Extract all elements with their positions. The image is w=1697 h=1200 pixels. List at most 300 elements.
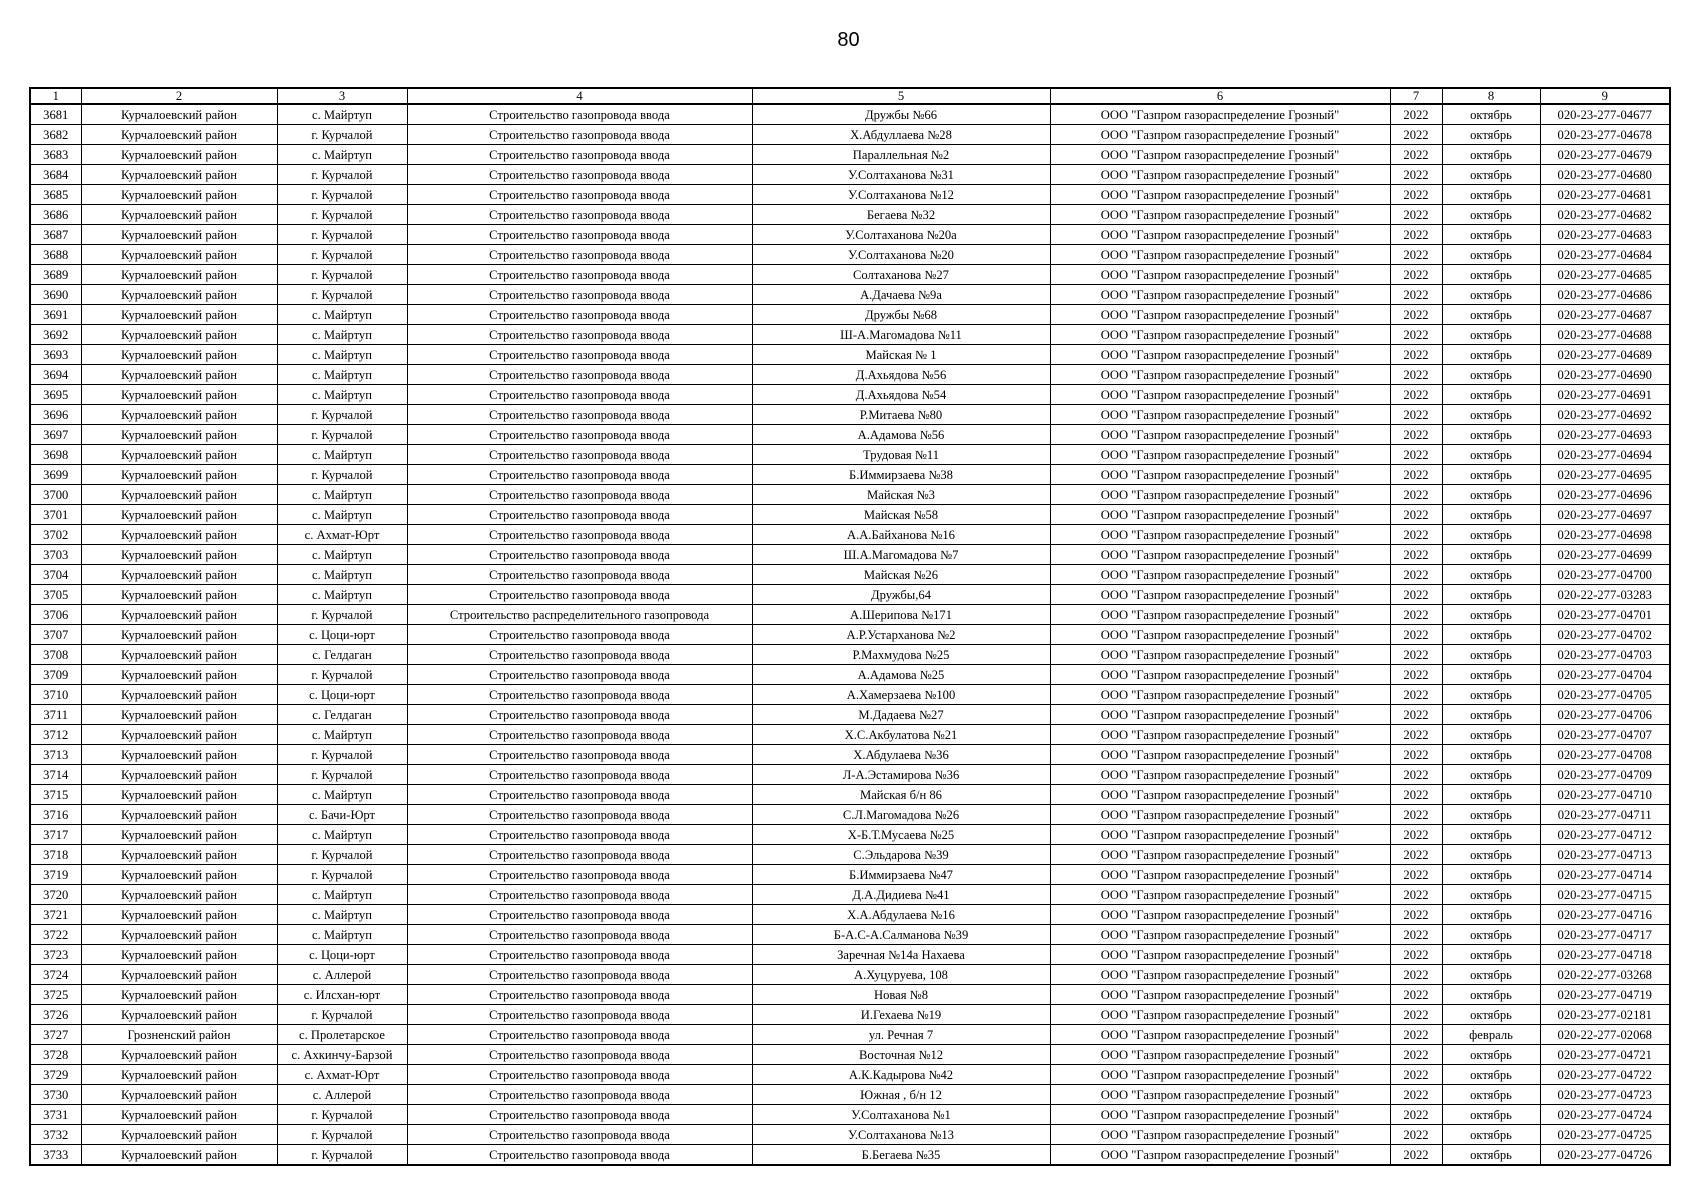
organization-cell: ООО "Газпром газораспределение Грозный"	[1050, 385, 1390, 405]
registry-number-cell: 020-23-277-04677	[1540, 104, 1670, 125]
year-cell: 2022	[1390, 285, 1442, 305]
address-cell: Б.Иммирзаева №47	[752, 865, 1050, 885]
page-number: 80	[837, 29, 860, 51]
address-cell: Параллельная №2	[752, 145, 1050, 165]
district-cell: Курчалоевский район	[81, 485, 277, 505]
address-cell: Майская №58	[752, 505, 1050, 525]
work-type-cell: Строительство газопровода ввода	[407, 1085, 752, 1105]
year-cell: 2022	[1390, 465, 1442, 485]
work-type-cell: Строительство газопровода ввода	[407, 425, 752, 445]
month-cell: октябрь	[1442, 104, 1540, 125]
column-header-4: 4	[407, 88, 752, 104]
district-cell: Курчалоевский район	[81, 265, 277, 285]
work-type-cell: Строительство газопровода ввода	[407, 685, 752, 705]
work-type-cell: Строительство газопровода ввода	[407, 725, 752, 745]
row-number-cell: 3730	[30, 1085, 81, 1105]
registry-number-cell: 020-23-277-04724	[1540, 1105, 1670, 1125]
address-cell: Р.Махмудова №25	[752, 645, 1050, 665]
year-cell: 2022	[1390, 645, 1442, 665]
organization-cell: ООО "Газпром газораспределение Грозный"	[1050, 325, 1390, 345]
year-cell: 2022	[1390, 1005, 1442, 1025]
district-cell: Курчалоевский район	[81, 645, 277, 665]
month-cell: октябрь	[1442, 1105, 1540, 1125]
work-type-cell: Строительство газопровода ввода	[407, 525, 752, 545]
organization-cell: ООО "Газпром газораспределение Грозный"	[1050, 845, 1390, 865]
organization-cell: ООО "Газпром газораспределение Грозный"	[1050, 945, 1390, 965]
address-cell: Д.А.Дидиева №41	[752, 885, 1050, 905]
table-row	[30, 1145, 1670, 1166]
work-type-cell: Строительство газопровода ввода	[407, 665, 752, 685]
row-number-cell: 3717	[30, 825, 81, 845]
header-row	[30, 88, 1670, 104]
organization-cell: ООО "Газпром газораспределение Грозный"	[1050, 285, 1390, 305]
settlement-cell: с. Майртуп	[277, 825, 407, 845]
registry-number-cell: 020-23-277-04718	[1540, 945, 1670, 965]
row-number-cell: 3684	[30, 165, 81, 185]
organization-cell: ООО "Газпром газораспределение Грозный"	[1050, 1125, 1390, 1145]
row-number-cell: 3720	[30, 885, 81, 905]
registry-number-cell: 020-23-277-04719	[1540, 985, 1670, 1005]
table-row	[30, 365, 1670, 385]
row-number-cell: 3694	[30, 365, 81, 385]
work-type-cell: Строительство газопровода ввода	[407, 1025, 752, 1045]
month-cell: октябрь	[1442, 765, 1540, 785]
organization-cell: ООО "Газпром газораспределение Грозный"	[1050, 165, 1390, 185]
row-number-cell: 3711	[30, 705, 81, 725]
row-number-cell: 3709	[30, 665, 81, 685]
work-type-cell: Строительство газопровода ввода	[407, 565, 752, 585]
organization-cell: ООО "Газпром газораспределение Грозный"	[1050, 445, 1390, 465]
settlement-cell: с. Майртуп	[277, 565, 407, 585]
address-cell: Х.С.Акбулатова №21	[752, 725, 1050, 745]
organization-cell: ООО "Газпром газораспределение Грозный"	[1050, 565, 1390, 585]
registry-number-cell: 020-23-277-04708	[1540, 745, 1670, 765]
month-cell: октябрь	[1442, 825, 1540, 845]
registry-number-cell: 020-23-277-04704	[1540, 665, 1670, 685]
month-cell: октябрь	[1442, 985, 1540, 1005]
district-cell: Курчалоевский район	[81, 205, 277, 225]
month-cell: октябрь	[1442, 165, 1540, 185]
month-cell: октябрь	[1442, 305, 1540, 325]
district-cell: Курчалоевский район	[81, 925, 277, 945]
address-cell: Солтаханова №27	[752, 265, 1050, 285]
month-cell: октябрь	[1442, 665, 1540, 685]
district-cell: Курчалоевский район	[81, 385, 277, 405]
year-cell: 2022	[1390, 605, 1442, 625]
organization-cell: ООО "Газпром газораспределение Грозный"	[1050, 625, 1390, 645]
settlement-cell: с. Майртуп	[277, 305, 407, 325]
settlement-cell: г. Курчалой	[277, 745, 407, 765]
row-number-cell: 3698	[30, 445, 81, 465]
work-type-cell: Строительство газопровода ввода	[407, 745, 752, 765]
district-cell: Курчалоевский район	[81, 1145, 277, 1166]
district-cell: Курчалоевский район	[81, 285, 277, 305]
organization-cell: ООО "Газпром газораспределение Грозный"	[1050, 905, 1390, 925]
work-type-cell: Строительство газопровода ввода	[407, 965, 752, 985]
district-cell: Курчалоевский район	[81, 1085, 277, 1105]
settlement-cell: г. Курчалой	[277, 865, 407, 885]
organization-cell: ООО "Газпром газораспределение Грозный"	[1050, 865, 1390, 885]
month-cell: октябрь	[1442, 645, 1540, 665]
organization-cell: ООО "Газпром газораспределение Грозный"	[1050, 185, 1390, 205]
month-cell: октябрь	[1442, 465, 1540, 485]
address-cell: С.Эльдарова №39	[752, 845, 1050, 865]
table-row	[30, 925, 1670, 945]
table-row	[30, 885, 1670, 905]
organization-cell: ООО "Газпром газораспределение Грозный"	[1050, 265, 1390, 285]
table-row	[30, 1105, 1670, 1125]
address-cell: Восточная №12	[752, 1045, 1050, 1065]
year-cell: 2022	[1390, 165, 1442, 185]
settlement-cell: с. Аллерой	[277, 1085, 407, 1105]
organization-cell: ООО "Газпром газораспределение Грозный"	[1050, 145, 1390, 165]
settlement-cell: с. Майртуп	[277, 905, 407, 925]
row-number-cell: 3689	[30, 265, 81, 285]
settlement-cell: г. Курчалой	[277, 845, 407, 865]
address-cell: А.А.Байханова №16	[752, 525, 1050, 545]
work-type-cell: Строительство газопровода ввода	[407, 1145, 752, 1166]
row-number-cell: 3721	[30, 905, 81, 925]
registry-number-cell: 020-23-277-04711	[1540, 805, 1670, 825]
row-number-cell: 3691	[30, 305, 81, 325]
row-number-cell: 3693	[30, 345, 81, 365]
year-cell: 2022	[1390, 705, 1442, 725]
year-cell: 2022	[1390, 225, 1442, 245]
district-cell: Курчалоевский район	[81, 665, 277, 685]
district-cell: Курчалоевский район	[81, 825, 277, 845]
table-row	[30, 945, 1670, 965]
year-cell: 2022	[1390, 945, 1442, 965]
registry-number-cell: 020-23-277-04696	[1540, 485, 1670, 505]
work-type-cell: Строительство газопровода ввода	[407, 345, 752, 365]
district-cell: Курчалоевский район	[81, 905, 277, 925]
settlement-cell: г. Курчалой	[277, 405, 407, 425]
row-number-cell: 3705	[30, 585, 81, 605]
row-number-cell: 3731	[30, 1105, 81, 1125]
organization-cell: ООО "Газпром газораспределение Грозный"	[1050, 745, 1390, 765]
district-cell: Курчалоевский район	[81, 445, 277, 465]
table-row	[30, 745, 1670, 765]
settlement-cell: с. Майртуп	[277, 925, 407, 945]
district-cell: Курчалоевский район	[81, 725, 277, 745]
registry-number-cell: 020-23-277-04721	[1540, 1045, 1670, 1065]
address-cell: И.Гехаева №19	[752, 1005, 1050, 1025]
registry-number-cell: 020-23-277-04683	[1540, 225, 1670, 245]
address-cell: Х.Абдулаева №36	[752, 745, 1050, 765]
table-row	[30, 845, 1670, 865]
work-type-cell: Строительство газопровода ввода	[407, 645, 752, 665]
organization-cell: ООО "Газпром газораспределение Грозный"	[1050, 104, 1390, 125]
month-cell: октябрь	[1442, 1085, 1540, 1105]
registry-number-cell: 020-23-277-04723	[1540, 1085, 1670, 1105]
year-cell: 2022	[1390, 205, 1442, 225]
address-cell: Майская №3	[752, 485, 1050, 505]
district-cell: Курчалоевский район	[81, 965, 277, 985]
year-cell: 2022	[1390, 625, 1442, 645]
registry-number-cell: 020-23-277-04685	[1540, 265, 1670, 285]
settlement-cell: с. Илсхан-юрт	[277, 985, 407, 1005]
work-type-cell: Строительство газопровода ввода	[407, 265, 752, 285]
row-number-cell: 3701	[30, 505, 81, 525]
registry-number-cell: 020-23-277-04699	[1540, 545, 1670, 565]
settlement-cell: с. Цоци-юрт	[277, 945, 407, 965]
address-cell: Майская б/н 86	[752, 785, 1050, 805]
settlement-cell: г. Курчалой	[277, 1005, 407, 1025]
settlement-cell: с. Гелдаган	[277, 645, 407, 665]
settlement-cell: с. Ахмат-Юрт	[277, 1065, 407, 1085]
registry-number-cell: 020-23-277-04713	[1540, 845, 1670, 865]
district-cell: Курчалоевский район	[81, 425, 277, 445]
month-cell: октябрь	[1442, 505, 1540, 525]
registry-number-cell: 020-23-277-04700	[1540, 565, 1670, 585]
registry-number-cell: 020-23-277-04716	[1540, 905, 1670, 925]
year-cell: 2022	[1390, 145, 1442, 165]
organization-cell: ООО "Газпром газораспределение Грозный"	[1050, 1105, 1390, 1125]
registry-number-cell: 020-23-277-04692	[1540, 405, 1670, 425]
registry-number-cell: 020-23-277-04687	[1540, 305, 1670, 325]
work-type-cell: Строительство газопровода ввода	[407, 925, 752, 945]
row-number-cell: 3685	[30, 185, 81, 205]
district-cell: Курчалоевский район	[81, 305, 277, 325]
district-cell: Курчалоевский район	[81, 845, 277, 865]
registry-number-cell: 020-23-277-04698	[1540, 525, 1670, 545]
settlement-cell: г. Курчалой	[277, 665, 407, 685]
organization-cell: ООО "Газпром газораспределение Грозный"	[1050, 665, 1390, 685]
settlement-cell: г. Курчалой	[277, 245, 407, 265]
table-row	[30, 1125, 1670, 1145]
registry-number-cell: 020-23-277-04706	[1540, 705, 1670, 725]
year-cell: 2022	[1390, 885, 1442, 905]
table-row	[30, 185, 1670, 205]
registry-number-cell: 020-23-277-04678	[1540, 125, 1670, 145]
row-number-cell: 3692	[30, 325, 81, 345]
work-type-cell: Строительство газопровода ввода	[407, 905, 752, 925]
organization-cell: ООО "Газпром газораспределение Грозный"	[1050, 805, 1390, 825]
work-type-cell: Строительство газопровода ввода	[407, 1125, 752, 1145]
registry-number-cell: 020-23-277-04682	[1540, 205, 1670, 225]
work-type-cell: Строительство газопровода ввода	[407, 705, 752, 725]
month-cell: октябрь	[1442, 565, 1540, 585]
organization-cell: ООО "Газпром газораспределение Грозный"	[1050, 585, 1390, 605]
row-number-cell: 3682	[30, 125, 81, 145]
address-cell: Р.Митаева №80	[752, 405, 1050, 425]
year-cell: 2022	[1390, 305, 1442, 325]
settlement-cell: г. Курчалой	[277, 225, 407, 245]
table-row	[30, 245, 1670, 265]
registry-number-cell: 020-23-277-04693	[1540, 425, 1670, 445]
settlement-cell: с. Майртуп	[277, 545, 407, 565]
year-cell: 2022	[1390, 585, 1442, 605]
month-cell: октябрь	[1442, 885, 1540, 905]
district-cell: Курчалоевский район	[81, 1045, 277, 1065]
settlement-cell: г. Курчалой	[277, 165, 407, 185]
year-cell: 2022	[1390, 665, 1442, 685]
table-row	[30, 225, 1670, 245]
month-cell: октябрь	[1442, 925, 1540, 945]
address-cell: Б.Иммирзаева №38	[752, 465, 1050, 485]
registry-number-cell: 020-23-277-04688	[1540, 325, 1670, 345]
settlement-cell: с. Майртуп	[277, 485, 407, 505]
month-cell: октябрь	[1442, 445, 1540, 465]
row-number-cell: 3695	[30, 385, 81, 405]
district-cell: Курчалоевский район	[81, 405, 277, 425]
month-cell: октябрь	[1442, 285, 1540, 305]
settlement-cell: г. Курчалой	[277, 1105, 407, 1125]
year-cell: 2022	[1390, 345, 1442, 365]
table-row	[30, 1045, 1670, 1065]
row-number-cell: 3697	[30, 425, 81, 445]
year-cell: 2022	[1390, 505, 1442, 525]
address-cell: Х-Б.Т.Мусаева №25	[752, 825, 1050, 845]
address-cell: Майская №26	[752, 565, 1050, 585]
work-type-cell: Строительство газопровода ввода	[407, 125, 752, 145]
organization-cell: ООО "Газпром газораспределение Грозный"	[1050, 405, 1390, 425]
registry-number-cell: 020-23-277-04697	[1540, 505, 1670, 525]
year-cell: 2022	[1390, 1065, 1442, 1085]
year-cell: 2022	[1390, 905, 1442, 925]
month-cell: октябрь	[1442, 625, 1540, 645]
table-row	[30, 125, 1670, 145]
settlement-cell: г. Курчалой	[277, 285, 407, 305]
work-type-cell: Строительство газопровода ввода	[407, 805, 752, 825]
address-cell: ул. Речная 7	[752, 1025, 1050, 1045]
year-cell: 2022	[1390, 125, 1442, 145]
year-cell: 2022	[1390, 805, 1442, 825]
work-type-cell: Строительство газопровода ввода	[407, 225, 752, 245]
organization-cell: ООО "Газпром газораспределение Грозный"	[1050, 645, 1390, 665]
year-cell: 2022	[1390, 525, 1442, 545]
month-cell: октябрь	[1442, 905, 1540, 925]
year-cell: 2022	[1390, 245, 1442, 265]
settlement-cell: с. Пролетарское	[277, 1025, 407, 1045]
month-cell: октябрь	[1442, 265, 1540, 285]
settlement-cell: г. Курчалой	[277, 605, 407, 625]
district-cell: Курчалоевский район	[81, 745, 277, 765]
table-row	[30, 545, 1670, 565]
district-cell: Курчалоевский район	[81, 685, 277, 705]
month-cell: октябрь	[1442, 185, 1540, 205]
year-cell: 2022	[1390, 104, 1442, 125]
column-header-9: 9	[1540, 88, 1670, 104]
month-cell: октябрь	[1442, 805, 1540, 825]
district-cell: Курчалоевский район	[81, 225, 277, 245]
year-cell: 2022	[1390, 325, 1442, 345]
address-cell: Б-А.С-А.Салманова №39	[752, 925, 1050, 945]
month-cell: октябрь	[1442, 605, 1540, 625]
registry-number-cell: 020-23-277-04714	[1540, 865, 1670, 885]
table-row	[30, 425, 1670, 445]
year-cell: 2022	[1390, 1045, 1442, 1065]
registry-number-cell: 020-23-277-04686	[1540, 285, 1670, 305]
month-cell: октябрь	[1442, 1125, 1540, 1145]
row-number-cell: 3687	[30, 225, 81, 245]
registry-number-cell: 020-23-277-04712	[1540, 825, 1670, 845]
row-number-cell: 3708	[30, 645, 81, 665]
year-cell: 2022	[1390, 745, 1442, 765]
organization-cell: ООО "Газпром газораспределение Грозный"	[1050, 465, 1390, 485]
address-cell: М.Дадаева №27	[752, 705, 1050, 725]
settlement-cell: с. Бачи-Юрт	[277, 805, 407, 825]
organization-cell: ООО "Газпром газораспределение Грозный"	[1050, 545, 1390, 565]
column-header-3: 3	[277, 88, 407, 104]
row-number-cell: 3729	[30, 1065, 81, 1085]
address-cell: А.Дачаева №9а	[752, 285, 1050, 305]
work-type-cell: Строительство газопровода ввода	[407, 205, 752, 225]
address-cell: Дружбы,64	[752, 585, 1050, 605]
address-cell: Б.Бегаева №35	[752, 1145, 1050, 1166]
column-header-5: 5	[752, 88, 1050, 104]
table-row	[30, 665, 1670, 685]
table-row	[30, 985, 1670, 1005]
table-header	[30, 88, 1670, 104]
address-cell: Дружбы №66	[752, 104, 1050, 125]
address-cell: Дружбы №68	[752, 305, 1050, 325]
registry-number-cell: 020-23-277-04705	[1540, 685, 1670, 705]
row-number-cell: 3707	[30, 625, 81, 645]
registry-number-cell: 020-23-277-04710	[1540, 785, 1670, 805]
address-cell: А.Адамова №25	[752, 665, 1050, 685]
row-number-cell: 3727	[30, 1025, 81, 1045]
month-cell: октябрь	[1442, 965, 1540, 985]
month-cell: октябрь	[1442, 225, 1540, 245]
column-header-8: 8	[1442, 88, 1540, 104]
district-cell: Курчалоевский район	[81, 125, 277, 145]
month-cell: октябрь	[1442, 585, 1540, 605]
district-cell: Курчалоевский район	[81, 865, 277, 885]
year-cell: 2022	[1390, 1145, 1442, 1166]
organization-cell: ООО "Газпром газораспределение Грозный"	[1050, 925, 1390, 945]
district-cell: Курчалоевский район	[81, 185, 277, 205]
work-type-cell: Строительство газопровода ввода	[407, 104, 752, 125]
row-number-cell: 3706	[30, 605, 81, 625]
work-type-cell: Строительство газопровода ввода	[407, 885, 752, 905]
table-row	[30, 865, 1670, 885]
year-cell: 2022	[1390, 725, 1442, 745]
month-cell: октябрь	[1442, 1045, 1540, 1065]
work-type-cell: Строительство газопровода ввода	[407, 465, 752, 485]
work-type-cell: Строительство газопровода ввода	[407, 245, 752, 265]
settlement-cell: г. Курчалой	[277, 125, 407, 145]
work-type-cell: Строительство газопровода ввода	[407, 325, 752, 345]
row-number-cell: 3733	[30, 1145, 81, 1166]
settlement-cell: с. Майртуп	[277, 445, 407, 465]
table-row	[30, 785, 1670, 805]
table-row	[30, 605, 1670, 625]
settlement-cell: г. Курчалой	[277, 765, 407, 785]
settlement-cell: г. Курчалой	[277, 265, 407, 285]
table-row	[30, 145, 1670, 165]
table-row	[30, 285, 1670, 305]
work-type-cell: Строительство газопровода ввода	[407, 785, 752, 805]
work-type-cell: Строительство газопровода ввода	[407, 365, 752, 385]
district-cell: Курчалоевский район	[81, 1065, 277, 1085]
row-number-cell: 3723	[30, 945, 81, 965]
organization-cell: ООО "Газпром газораспределение Грозный"	[1050, 765, 1390, 785]
organization-cell: ООО "Газпром газораспределение Грозный"	[1050, 365, 1390, 385]
settlement-cell: с. Гелдаган	[277, 705, 407, 725]
row-number-cell: 3719	[30, 865, 81, 885]
registry-number-cell: 020-23-277-04684	[1540, 245, 1670, 265]
organization-cell: ООО "Газпром газораспределение Грозный"	[1050, 505, 1390, 525]
settlement-cell: с. Ахкинчу-Барзой	[277, 1045, 407, 1065]
district-cell: Курчалоевский район	[81, 605, 277, 625]
registry-number-cell: 020-23-277-04715	[1540, 885, 1670, 905]
month-cell: октябрь	[1442, 485, 1540, 505]
district-cell: Грозненский район	[81, 1025, 277, 1045]
column-header-6: 6	[1050, 88, 1390, 104]
registry-number-cell: 020-22-277-03268	[1540, 965, 1670, 985]
table-row	[30, 625, 1670, 645]
